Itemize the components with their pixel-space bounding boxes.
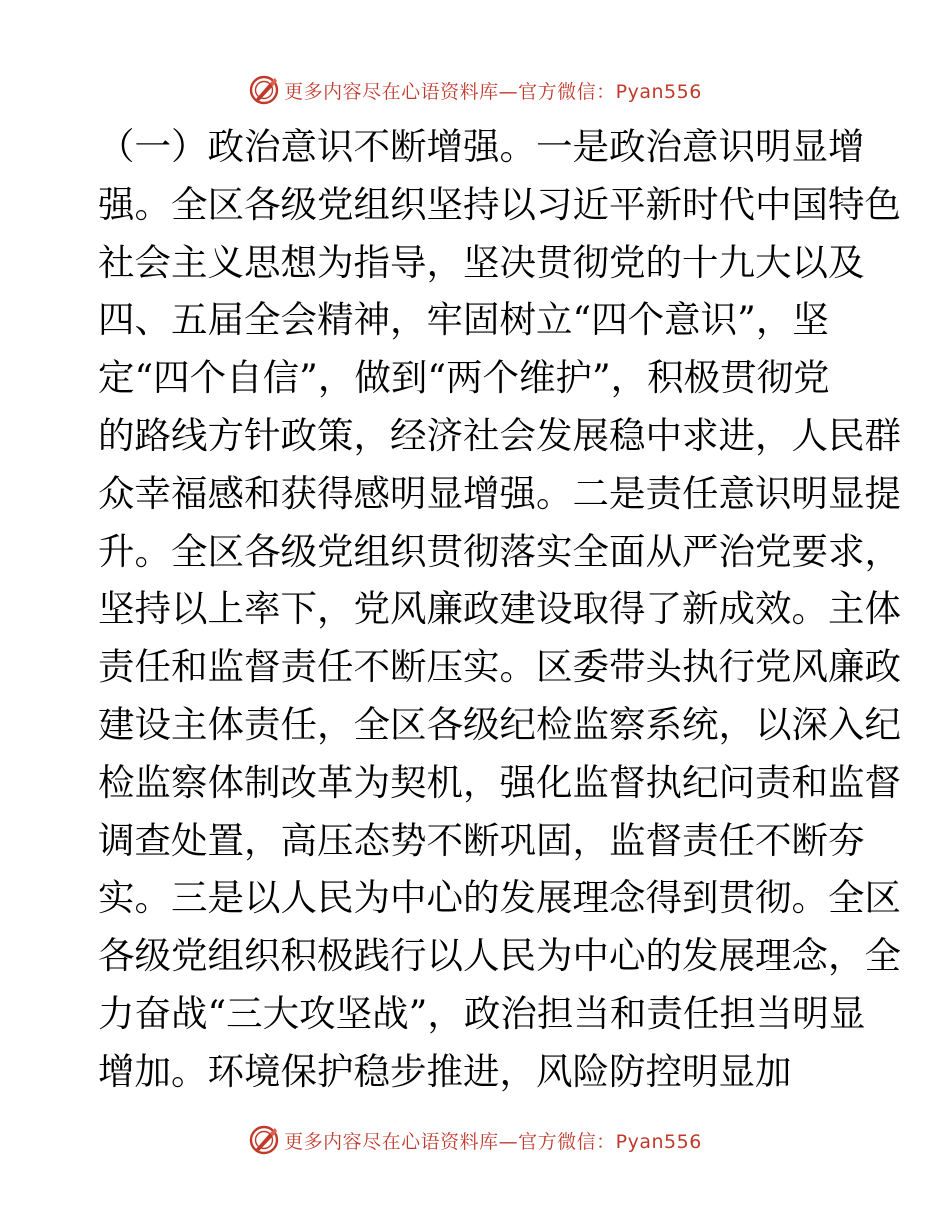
paragraph-line: 检监察体制改革为契机，强化监督执纪问责和监督 (98, 760, 901, 804)
header-watermark-banner (0, 70, 950, 110)
paragraph-line: 力奋战“三大攻坚战”，政治担当和责任担当明显 (98, 991, 866, 1035)
paragraph-line: 各级党组织积极践行以人民为中心的发展理念，全 (98, 934, 901, 978)
paragraph-line: 责任和监督责任不断压实。区委带头执行党风廉政 (98, 645, 901, 689)
paragraph-line: 增加。环境保护稳步推进，风险防控明显加 (98, 1049, 792, 1093)
pen-logo-icon (248, 74, 280, 106)
document-body (98, 118, 901, 1101)
paragraph-line: 调查处置，高压态势不断巩固，监督责任不断夯 (98, 818, 865, 862)
pen-logo-icon (248, 1124, 280, 1156)
paragraph-line: 定“四个自信”，做到“两个维护”，积极贯彻党 (98, 356, 830, 400)
paragraph-line: 坚持以上率下，党风廉政建设取得了新成效。主体 (98, 587, 901, 631)
paragraph-line: 的路线方针政策，经济社会发展稳中求进，人民群 (98, 413, 901, 457)
paragraph-line: 众幸福感和获得感明显增强。二是责任意识明显提 (98, 471, 901, 515)
footer-watermark-text: 更多内容尽在心语资料库—官方微信：Pyan556 (284, 1130, 702, 1153)
paragraph-line: 四、五届全会精神，牢固树立“四个意识”，坚 (98, 298, 829, 342)
footer-watermark-banner (0, 1120, 950, 1160)
header-watermark-text: 更多内容尽在心语资料库—官方微信：Pyan556 (284, 80, 702, 103)
paragraph-line: 实。三是以人民为中心的发展理念得到贯彻。全区 (98, 876, 901, 920)
paragraph-line: 强。全区各级党组织坚持以习近平新时代中国特色 (98, 182, 901, 226)
paragraph-line: （一）政治意识不断增强。一是政治意识明显增 (98, 125, 865, 168)
paragraph-line: 建设主体责任，全区各级纪检监察系统，以深入纪 (98, 702, 901, 746)
paragraph-line: 社会主义思想为指导，坚决贯彻党的十九大以及 (98, 240, 865, 284)
paragraph-line: 升。全区各级党组织贯彻落实全面从严治党要求， (98, 529, 901, 573)
